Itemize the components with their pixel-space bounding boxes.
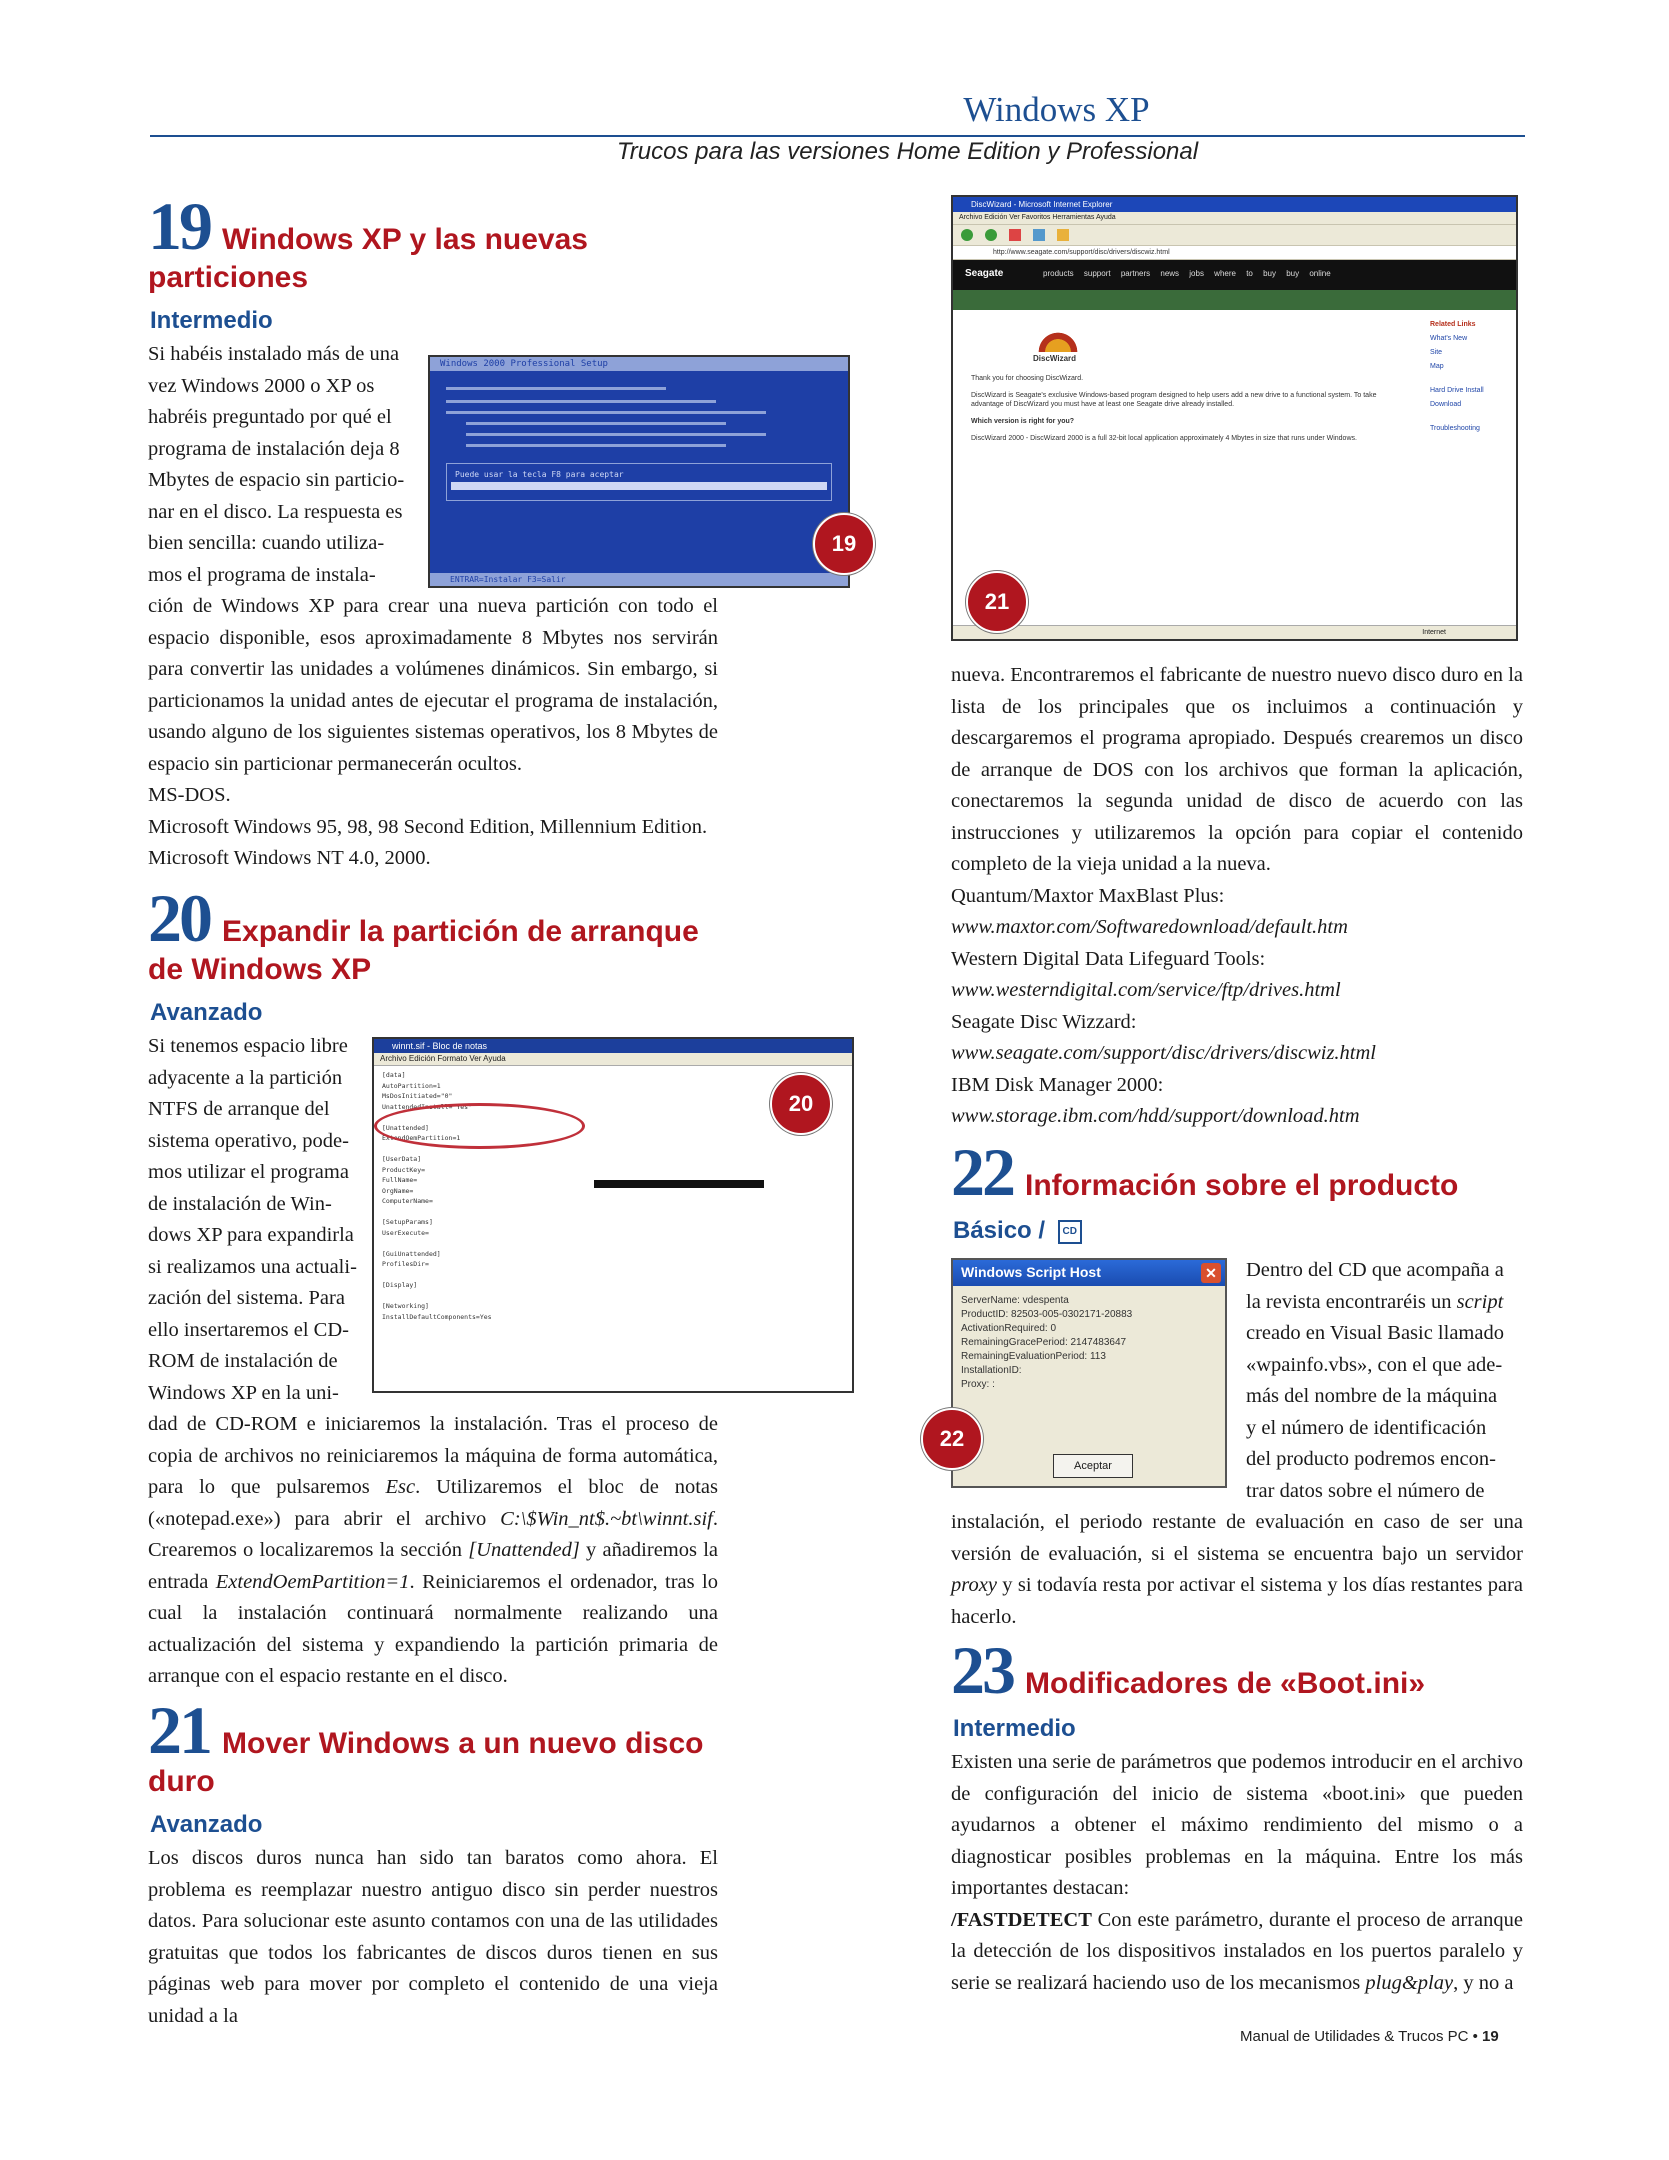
body-text: nueva. Encontraremos el fabricante de nuestro nuevo disco duro en la lista de los principales que os incluimos a continuación y descargaremos el programa apropiado. Después crearemos un disco de arranque de DOS con los archivos que forman la aplicación, conectaremos la segunda unidad de disco de acuerdo con las instrucciones y utilizaremos la opción para copiar el contenido completo de la vieja unidad a la nueva. xyxy=(951,664,1523,875)
wrap-line: vez Windows 2000 o XP os xyxy=(148,374,375,397)
vendor-link[interactable]: www.westerndigital.com/service/ftp/drives.html xyxy=(951,979,1341,1001)
wrap-line: Dentro del CD que acompaña a xyxy=(1246,1259,1504,1281)
wrap-line: programa de instalación deja 8 xyxy=(148,437,400,460)
sidebar-links[interactable]: Related Links What's New Site Map Hard Drive Install Download Troubleshooting xyxy=(1430,321,1484,432)
wrap-line: Mbytes de espacio sin particio- xyxy=(148,469,405,491)
home-icon[interactable] xyxy=(1057,229,1069,241)
difficulty-level: Avanzado xyxy=(150,999,263,1026)
vendor-link[interactable]: www.seagate.com/support/disc/drivers/discwiz.html xyxy=(951,1042,1376,1064)
wrap-line: y el número de identificación xyxy=(1246,1416,1487,1439)
page-number: 19 xyxy=(1482,2028,1499,2045)
section-title: Windows XP y las nuevas particiones xyxy=(148,223,588,294)
green-bar xyxy=(953,290,1516,310)
page-footer: Manual de Utilidades & Trucos PC • 19 xyxy=(1240,2028,1499,2045)
browser-menu: Archivo Edición Ver Favoritos Herramientas Ayuda xyxy=(953,212,1516,224)
wrap-line: la revista encontraréis un script xyxy=(1246,1290,1504,1313)
browser-toolbar xyxy=(953,224,1516,246)
dialog-title: Windows Script Host xyxy=(961,1264,1101,1280)
running-header-subtitle: Trucos para las versiones Home Edition y Professional xyxy=(616,138,1199,165)
wrap-line: Windows XP en la uni- xyxy=(148,1381,339,1404)
wrap-line: sistema operativo, pode- xyxy=(148,1129,349,1152)
accept-button[interactable]: Aceptar xyxy=(1053,1454,1133,1478)
wrap-line: mos utilizar el programa xyxy=(148,1161,349,1183)
wrap-line: si realizamos una actuali- xyxy=(148,1255,357,1278)
param-text: /FASTDETECT Con este parámetro, durante el proceso de arranque la detección de los dispositivos instalados en los puertos paralelo y serie se realizará haciendo uso de los mecanismos plug&play, y no a xyxy=(951,1908,1523,1994)
screenshot-22-dialog xyxy=(951,1258,1227,1488)
section-heading xyxy=(148,188,718,297)
body-text: instalación, el periodo restante de evaluación en caso de ser una versión de evaluación, si el sistema se encuentra bajo un servidor proxy y si todavía resta por activar el sistema y los días restantes para hacerlo. xyxy=(951,1511,1523,1628)
back-icon[interactable] xyxy=(961,229,973,241)
seagate-nav xyxy=(953,260,1516,290)
setup-status: ENTRAR=Instalar F3=Salir xyxy=(430,573,848,586)
nav-links[interactable]: products support partners news jobs where to buy buy online xyxy=(1043,269,1331,278)
os-list-item: MS-DOS. xyxy=(148,784,231,806)
figure-badge-21: 21 xyxy=(966,571,1028,633)
dialog-content: ServerName: vdespenta ProductID: 82503-005-0302171-20883 ActivationRequired: 0 RemainingGracePeriod: 2147483647 RemainingEvaluationPeriod: 113 InstallationID: Proxy: : xyxy=(961,1295,1133,1390)
vendor-link[interactable]: www.storage.ibm.com/hdd/support/download.htm xyxy=(951,1105,1360,1127)
wrap-line: «wpainfo.vbs», con el que ade- xyxy=(1246,1353,1503,1376)
wrap-line: NTFS de arranque del xyxy=(148,1098,330,1120)
vendor-link-item: IBM Disk Manager 2000: www.storage.ibm.com/hdd/support/download.htm xyxy=(951,1073,1360,1127)
difficulty-level: Avanzado xyxy=(150,1811,263,1838)
figure-badge-20: 20 xyxy=(770,1073,832,1135)
stop-icon[interactable] xyxy=(1009,229,1021,241)
wrap-line: adyacente a la partición xyxy=(148,1066,343,1089)
discwizard-logo-sun xyxy=(1037,328,1079,352)
section-heading xyxy=(148,880,718,989)
address-bar[interactable]: http://www.seagate.com/support/disc/drivers/discwiz.html xyxy=(953,246,1516,260)
wrap-text xyxy=(1246,1255,1523,1507)
difficulty-level: Básico / CD xyxy=(953,1217,1523,1245)
vendor-link-item: Quantum/Maxtor MaxBlast Plus: www.maxtor.com/Softwaredownload/default.htm xyxy=(951,884,1348,938)
section-number: 21 xyxy=(148,1692,210,1768)
wrap-line: trar datos sobre el número de xyxy=(1246,1479,1485,1502)
screenshot-21-browser xyxy=(951,195,1518,641)
wrap-line: habréis preguntado por qué el xyxy=(148,406,392,428)
browser-statusbar: Internet xyxy=(953,625,1516,639)
wrap-text xyxy=(148,339,416,591)
section-heading xyxy=(951,1632,1523,1708)
page-text: Thank you for choosing DiscWizard. DiscWizard is Seagate's exclusive Windows-based program designed to help users add a new drive to a functional system. To take advantage of DiscWizard you must have at least one Seagate drive already installed. Which version is right for you? DiscWizard 2000 - DiscWizard 2000 is a full 32-bit local application approximately 4 Mbytes in size that runs under Windows. xyxy=(971,375,1377,442)
discwizard-logo: DiscWizard xyxy=(1033,354,1077,363)
wrap-line: Si habéis instalado más de una xyxy=(148,343,400,365)
section-title: Expandir la partición de arranque de Windows XP xyxy=(148,915,699,986)
body-text: Existen una serie de parámetros que podemos introducir en el archivo de configuración del inicio de sistema «boot.ini» que pueden ayudarnos a obtener el máximo rendimiento del mismo o a diagnosticar posibles problemas en la máquina. Entre los más importantes destacan: xyxy=(951,1751,1523,1899)
setup-title: Windows 2000 Professional Setup xyxy=(430,357,848,371)
redaction-bar xyxy=(594,1180,764,1188)
section-21-continued xyxy=(951,660,1523,1133)
section-number: 20 xyxy=(148,880,210,956)
section-number: 23 xyxy=(951,1632,1013,1708)
wrap-line: nar en el disco. La respuesta es xyxy=(148,500,403,523)
wrap-line: del producto podremos encon- xyxy=(1246,1448,1496,1470)
wrap-line: Si tenemos espacio libre xyxy=(148,1035,348,1057)
notepad-content: [data] AutoPartition=1 MsDosInitiated="0" UnattendedInstall="Yes" [Unattended] ExtendOemPartition=1 [UserData] ProductKey= FullName= OrgName= ComputerName= [SetupParams] UserExecute= [GuiUnattended] ProfilesDir= [Display] [Networking] InstallDefaultComponents=Yes xyxy=(374,1066,852,1326)
header-rule xyxy=(150,135,1525,137)
difficulty-level: Intermedio xyxy=(953,1715,1076,1742)
dialog-titlebar xyxy=(953,1260,1225,1286)
notepad-titlebar: winnt.sif - Bloc de notas xyxy=(374,1039,852,1053)
body-text: dad de CD-ROM e iniciaremos la instalación. Tras el proceso de copia de archivos no reiniciaremos la máquina de forma automática, para lo que pulsaremos Esc. Utilizaremos el bloc de notas («notepad.exe») para abrir el archivo C:\$Win_nt$.~bt\winnt.sif. Crearemos o localizaremos la sección [Unattended] y añadiremos la entrada ExtendOemPartition=1. Reiniciaremos el ordenador, tras lo cual la instalación continuará normalmente realizando una actualización del sistema y expandiendo la partición primaria de arranque con el espacio restante en el disco. xyxy=(148,1413,718,1687)
wrap-line: bien sencilla: cuando utiliza- xyxy=(148,532,385,554)
wrap-line: dows XP para expandirla xyxy=(148,1224,354,1246)
section-title: Modificadores de «Boot.ini» xyxy=(1025,1667,1426,1700)
running-header-title: Windows XP xyxy=(963,90,1150,129)
browser-content xyxy=(953,310,1516,610)
wrap-line: mos el programa de instala- xyxy=(148,563,376,586)
section-number: 22 xyxy=(951,1134,1013,1210)
section-heading xyxy=(148,1692,718,1801)
highlight-ellipse xyxy=(374,1103,585,1149)
figure-badge-19: 19 xyxy=(813,513,875,575)
section-number: 19 xyxy=(148,188,210,264)
wrap-line: ROM de instalación de xyxy=(148,1350,338,1372)
screenshot-19-setup xyxy=(428,355,850,588)
wrap-text xyxy=(148,1031,358,1409)
vendor-link[interactable]: www.maxtor.com/Softwaredownload/default.htm xyxy=(951,916,1348,938)
refresh-icon[interactable] xyxy=(1033,229,1045,241)
section-heading xyxy=(951,1134,1523,1210)
wrap-line: más del nombre de la máquina xyxy=(1246,1385,1498,1407)
vendor-link-item: Seagate Disc Wizzard: www.seagate.com/support/disc/drivers/discwiz.html xyxy=(951,1010,1376,1064)
setup-body xyxy=(430,371,848,511)
section-title: Mover Windows a un nuevo disco duro xyxy=(148,1727,704,1798)
cd-icon: CD xyxy=(1058,1220,1082,1244)
wrap-line: de instalación de Win- xyxy=(148,1192,332,1215)
body-text: Los discos duros nunca han sido tan baratos como ahora. El problema es reemplazar nuestro antiguo disco sin perder nuestros datos. Para solucionar este asunto contamos con una de las utilidades gratuitas que todos los fabricantes de discos duros tienen en sus páginas web para mover por completo el contenido de una vieja unidad a la xyxy=(148,1847,718,2027)
os-list-item: Microsoft Windows NT 4.0, 2000. xyxy=(148,847,431,869)
section-21 xyxy=(148,1692,718,2032)
browser-titlebar: DiscWizard - Microsoft Internet Explorer xyxy=(953,197,1516,212)
figure-badge-22: 22 xyxy=(921,1408,983,1470)
wrap-line: ello insertaremos el CD- xyxy=(148,1318,349,1341)
param-name: /FASTDETECT xyxy=(951,1908,1092,1931)
difficulty-level: Intermedio xyxy=(150,307,273,334)
vendor-link-item: Western Digital Data Lifeguard Tools: www.westerndigital.com/service/ftp/drives.html xyxy=(951,947,1341,1001)
seagate-logo: Seagate xyxy=(965,268,1004,279)
wrap-line: creado en Visual Basic llamado xyxy=(1246,1322,1504,1344)
notepad-menu: Archivo Edición Formato Ver Ayuda xyxy=(374,1053,852,1066)
os-list-item: Microsoft Windows 95, 98, 98 Second Edition, Millennium Edition. xyxy=(148,815,708,838)
section-title: Información sobre el producto xyxy=(1025,1169,1459,1202)
body-text: ción de Windows XP para crear una nueva partición con todo el espacio disponible, esos aproximadamente 8 Mbytes nos servirán para convertir las unidades a volúmenes dinámicos. Sin embargo, si particionamos la unidad antes de ejecutar el programa de instalación, usando alguno de los siguientes sistemas operativos, los 8 Mbytes de espacio sin particionar permanecerán ocultos. xyxy=(148,595,718,775)
section-23 xyxy=(951,1632,1523,1999)
wrap-line: zación del sistema. Para xyxy=(148,1287,345,1309)
partition-list: Puede usar la tecla F8 para aceptar xyxy=(446,463,832,501)
close-icon[interactable]: ✕ xyxy=(1201,1263,1221,1283)
forward-icon[interactable] xyxy=(985,229,997,241)
